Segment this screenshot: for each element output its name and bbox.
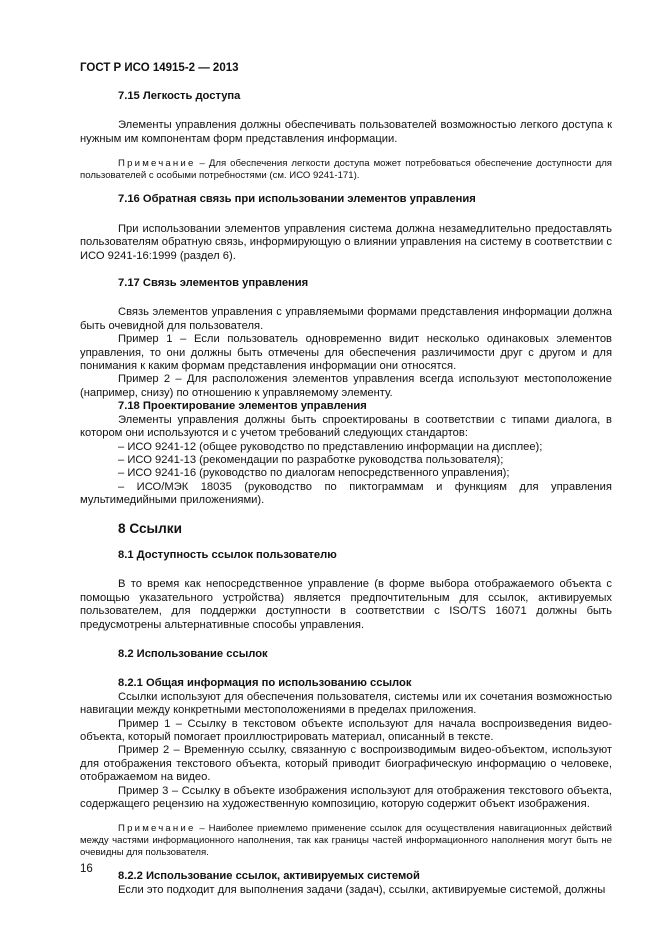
heading-7-18: 7.18 Проектирование элементов управления	[118, 400, 367, 413]
paragraph: Ссылки используют для обеспечения пользователя, системы или их сочетания возможностью навигации между конкретными местоположениями в пределах приложения.	[80, 690, 612, 717]
heading-8: 8 Ссылки	[118, 520, 182, 536]
paragraph: Связь элементов управления с управляемыми формами представления информации должна быть очевидной для пользователя.	[80, 306, 612, 332]
note-text: – Для обеспечения легкости доступа может потребоваться обеспечение доступности для пользователей с особыми потребностями (см. ИСО 9241-171).	[80, 158, 612, 181]
page-content	[80, 90, 612, 897]
example-paragraph: Пример 1 – Если пользователь одновременно видит несколько одинаковых элементов управления, то они должны быть отмечены для обеспечения различимости друг с другом и для понимания к каким формам представления информации они относятся.	[80, 333, 612, 373]
heading-7-16: 7.16 Обратная связь при использовании элементов управления	[118, 193, 476, 206]
paragraph: В то время как непосредственное управление (в форме выбора отображаемого объекта с помощью указательного устройства) является предпочтительным для ссылок, активируемых пользователем, для поддержки доступности в соответствии с ISO/TS 16071 должны быть предусмотрены альтернативные способы управления.	[80, 578, 612, 631]
example-paragraph: Пример 2 – Для расположения элементов управления всегда используют местоположение (например, снизу) по отношению к управляемому элементу.	[80, 373, 612, 399]
example-paragraph: Пример 2 – Временную ссылку, связанную с воспроизводимым видео-объектом, используют для отображения текстового объекта, который приводит биографическую информацию о человеке, отображаемом на видео.	[80, 744, 612, 784]
note	[80, 823, 612, 858]
paragraph: Элементы управления должны обеспечивать пользователей возможностью легкого доступа к нужным им компонентам форм представления информации.	[80, 119, 612, 145]
heading-8-2-2: 8.2.2 Использование ссылок, активируемых системой	[118, 870, 420, 883]
note-text: – Наиболее приемлемо применение ссылок для осуществления навигационных действий между частями информационного наполнения, так как границы частей информационного наполнения могут быть не очевидны для пользователя.	[80, 823, 612, 858]
page-number: 16	[80, 863, 93, 875]
example-paragraph: Пример 3 – Ссылку в объекте изображения используют для отображения текстового объекта, содержащего рецензию на художественную композицию, которую содержит объект изображения.	[80, 784, 612, 811]
paragraph: Элементы управления должны быть спроектированы в соответствии с типами диалога, в котором они используются и с учетом требований следующих стандартов:	[80, 413, 612, 440]
paragraph: При использовании элементов управления система должна незамедлительно предоставлять пользователям обратную связь, информирующую о влиянии управления на систему в соответствии с ИСО 9241-16:1999 (раздел 6).	[80, 222, 612, 262]
list-item: – ИСО 9241-16 (руководство по диалогам непосредственного управления);	[118, 467, 510, 480]
list-item: – ИСО 9241-12 (общее руководство по представлению информации на дисплее);	[118, 440, 543, 453]
example-paragraph: Пример 1 – Ссылку в текстовом объекте используют для начала воспроизведения видео-объекта, который помогает проиллюстрировать материал, описанный в тексте.	[80, 717, 612, 743]
heading-8-1: 8.1 Доступность ссылок пользователю	[118, 548, 337, 561]
heading-7-17: 7.17 Связь элементов управления	[118, 277, 309, 290]
note-label: Примечание	[118, 823, 196, 835]
list-item: – ИСО 9241-13 (рекомендации по разработке руководства пользователя);	[118, 453, 504, 466]
list-item: – ИСО/МЭК 18035 (руководство по пиктограммам и функциям для управления мультимедийными приложениями).	[80, 480, 612, 507]
running-header: ГОСТ Р ИСО 14915-2 — 2013	[80, 62, 239, 74]
heading-7-15: 7.15 Легкость доступа	[118, 90, 241, 102]
note	[80, 158, 612, 181]
paragraph: Если это подходит для выполнения задачи (задач), ссылки, активируемые системой, должны	[118, 883, 606, 896]
heading-8-2-1: 8.2.1 Общая информация по использованию ссылок	[118, 677, 412, 690]
heading-8-2: 8.2 Использование ссылок	[118, 647, 268, 660]
note-label: Примечание	[118, 158, 196, 170]
